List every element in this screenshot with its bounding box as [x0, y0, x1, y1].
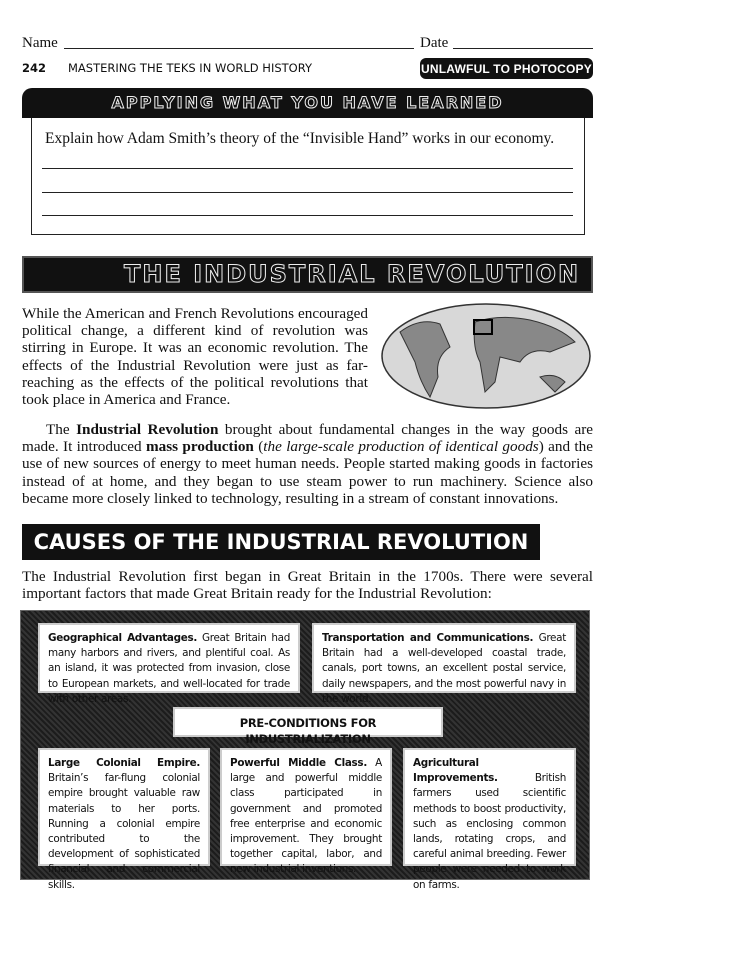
date-label: Date	[420, 35, 449, 51]
factor-text: Great Britain had many harbors and rivers, and plentiful coal. As an island, it was protected from invasion, close to European markets, and well-located for trade with other areas.	[48, 632, 291, 705]
page-number: 242	[22, 61, 47, 75]
definition: the large-scale production of identical goods	[263, 438, 539, 456]
text: The	[46, 421, 77, 438]
factor-transportation	[312, 623, 576, 705]
name-label: Name	[22, 35, 58, 51]
factor-middle-class	[220, 748, 392, 876]
factor-text: A large and powerful middle class participated in government and promoted free enterprise and economic improvement. They brought together capital, labor, and new industrial inventions.	[230, 757, 382, 876]
answer-line[interactable]	[42, 215, 573, 216]
factor-colonial	[38, 748, 210, 891]
factor-text: Britain’s far-flung colonial empire brought valuable raw materials to her ports. Running a colonial empire contributed to the development of sophisticated financial and commercial skills.	[48, 772, 200, 891]
intro-paragraph: While the American and French Revolutions encouraged political change, a different kind of revolution was stirring in Europe. It was an economic revolution. The effects of the Industrial Revolution were just as far-reaching as the effects of the political revolutions that took place in America and France.	[22, 305, 368, 409]
factor-title: Large Colonial Empire.	[48, 757, 200, 769]
factor-title: Transportation and Communications.	[322, 632, 534, 644]
preconditions-center: PRE-CONDITIONS FOR INDUSTRIALIZATION	[173, 707, 443, 737]
causes-heading: CAUSES OF THE INDUSTRIAL REVOLUTION	[22, 524, 540, 560]
text: (	[253, 438, 264, 456]
causes-intro: The Industrial Revolution first began in Great Britain in the 1700s. There were several important factors that made Great Britain ready for the Industrial Revolution:	[22, 568, 593, 603]
factor-text: Great Britain had a well-developed coastal trade, canals, port towns, an excellent postal service, daily newspapers, and the most powerful navy in the world.	[322, 632, 566, 705]
factor-title: Geographical Advantages.	[48, 632, 198, 644]
factor-title: Powerful Middle Class.	[230, 757, 367, 769]
text: ) and the use of new sources of energy to meet human needs. People started making goods in factories instead of at home, and they began to use steam power to run machinery. Science also became more closely linked to technology, resulting in a stream of constant innovations.	[22, 438, 593, 507]
applying-banner	[22, 88, 593, 118]
answer-line[interactable]	[42, 192, 573, 193]
date-field[interactable]	[453, 48, 593, 49]
term-mass-production: mass production	[145, 438, 254, 456]
book-title: MASTERING THE TEKS IN WORLD HISTORY	[68, 61, 312, 75]
factor-text: British farmers used scientific methods to boost productivity, such as enclosing common lands, rotating crops, and careful animal breeding. Fewer people were needed to work on farms.	[413, 772, 566, 891]
industrial-title: THE INDUSTRIAL REVOLUTION	[124, 260, 581, 288]
factor-geographical	[38, 623, 300, 705]
industrial-paragraph	[22, 421, 593, 507]
industrial-banner	[22, 256, 593, 293]
factor-title: Agricultural Improvements.	[413, 757, 498, 785]
term-industrial-revolution: Industrial Revolution	[76, 421, 219, 438]
copyright-badge-shape	[420, 58, 593, 79]
text: brought about fundamental changes in the way goods are made. It introduced	[22, 421, 593, 456]
world-map-icon	[380, 302, 593, 410]
applying-question: Explain how Adam Smith’s theory of the “Invisible Hand” works in our economy.	[45, 130, 555, 147]
answer-line[interactable]	[42, 168, 573, 169]
copyright-badge: UNLAWFUL TO PHOTOCOPY	[421, 62, 592, 76]
applying-title: APPLYING WHAT YOU HAVE LEARNED	[111, 93, 504, 112]
factor-agricultural	[403, 748, 576, 891]
name-field[interactable]	[64, 48, 414, 49]
